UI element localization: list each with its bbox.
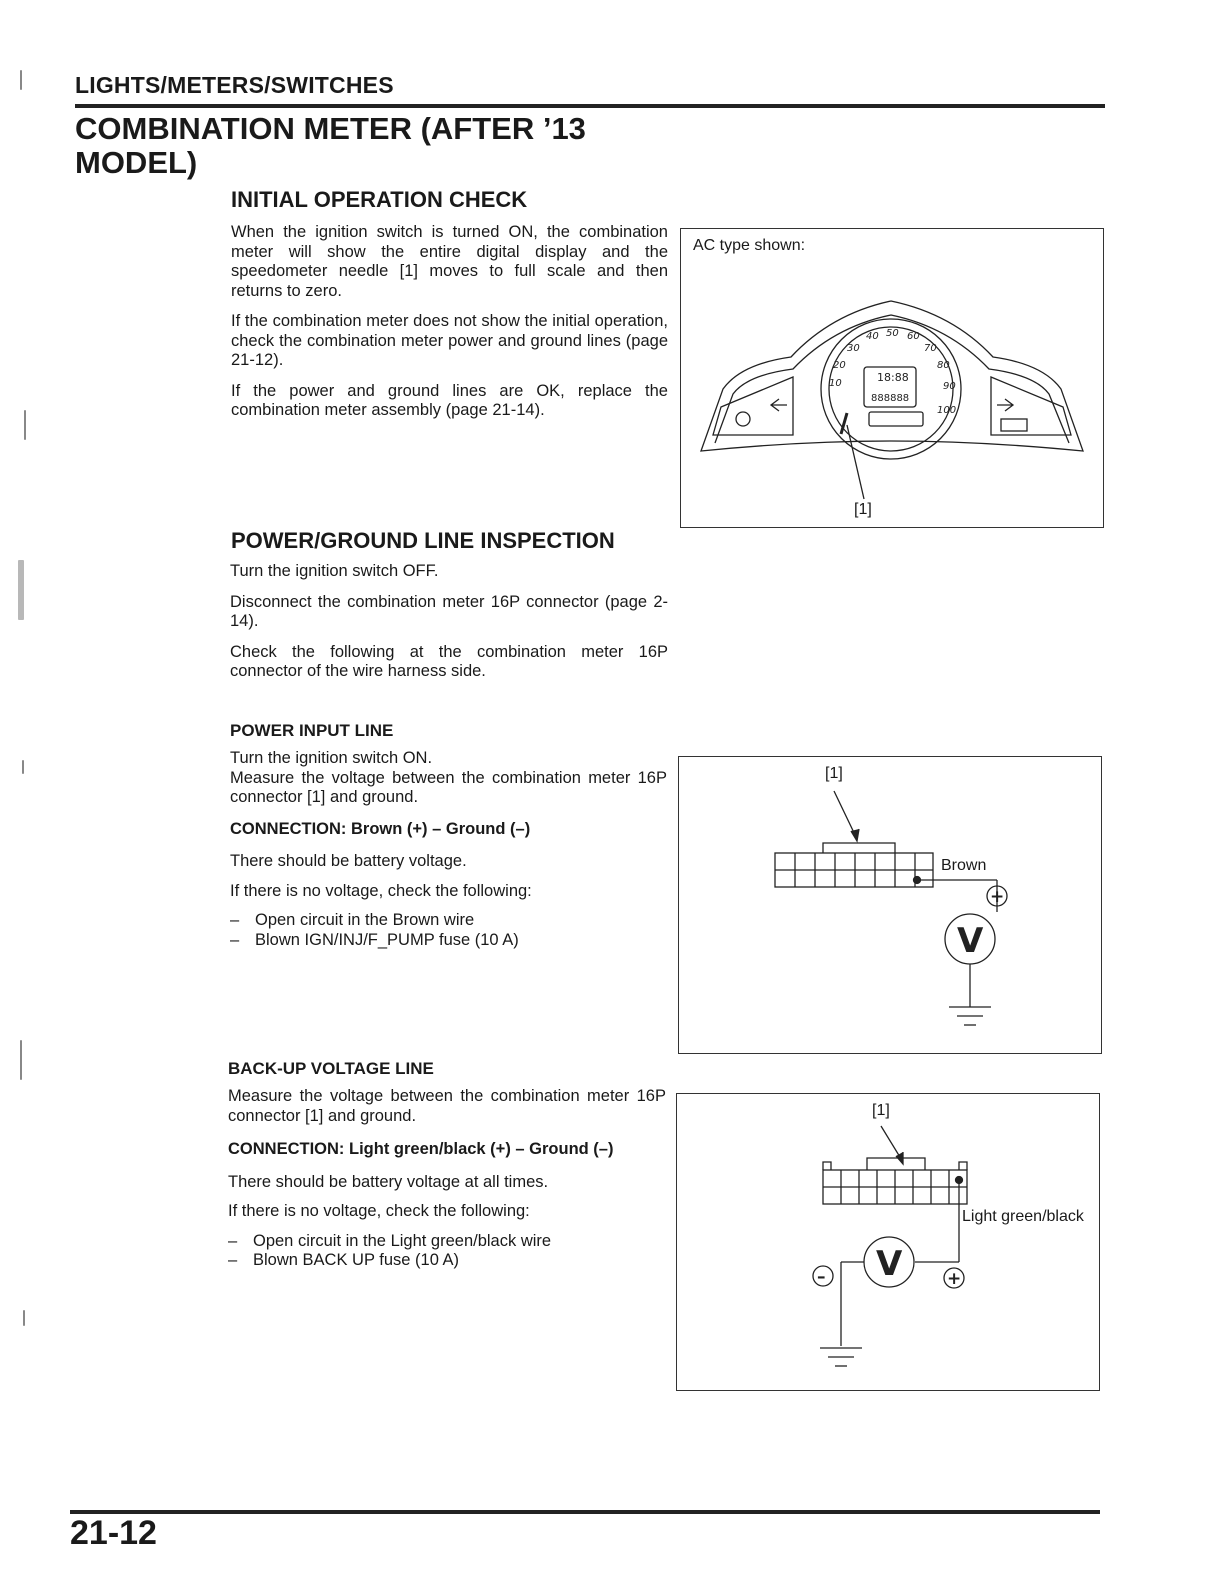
initial-check-text bbox=[231, 223, 668, 421]
power-callout-1: [1] bbox=[825, 765, 843, 782]
speed-tick-label: 10 bbox=[829, 378, 842, 389]
speed-tick-label: 50 bbox=[886, 328, 899, 339]
power-ground-para3: Check the following at the combination meter 16P connector of the wire harness side. bbox=[230, 642, 668, 680]
power-input-text bbox=[230, 749, 667, 950]
connector-latch bbox=[867, 1158, 925, 1170]
power-input-result: There should be battery voltage. bbox=[230, 852, 467, 870]
power-input-para1: Turn the ignition switch ON. bbox=[230, 749, 433, 767]
voltmeter-label: V bbox=[876, 1244, 903, 1284]
initial-check-heading: INITIAL OPERATION CHECK bbox=[231, 187, 528, 212]
section-header: LIGHTS/METERS/SWITCHES bbox=[75, 72, 394, 98]
right-turn-arrow-icon bbox=[997, 399, 1013, 411]
callout-arrowhead bbox=[851, 829, 859, 841]
check-item: – Open circuit in the Light green/black wire bbox=[228, 1232, 666, 1252]
backup-figure bbox=[676, 1093, 1100, 1391]
speed-tick-label: 90 bbox=[943, 381, 956, 392]
backup-diagram bbox=[677, 1094, 1099, 1390]
power-ground-para1: Turn the ignition switch OFF. bbox=[230, 562, 439, 580]
power-input-connection: CONNECTION: Brown (+) – Ground (–) bbox=[230, 819, 531, 838]
power-input-diagram bbox=[679, 757, 1101, 1053]
minus-label: – bbox=[817, 1267, 826, 1287]
power-input-para2: Measure the voltage between the combination meter 16P connector [1] and ground. bbox=[230, 768, 667, 806]
needle-leader-line bbox=[847, 425, 864, 499]
scan-edge-marks bbox=[16, 60, 36, 1460]
footer-rule bbox=[70, 1510, 1100, 1514]
backup-text bbox=[228, 1087, 666, 1271]
combination-meter-illustration bbox=[681, 229, 1103, 527]
speed-tick-label: 30 bbox=[847, 343, 860, 354]
power-input-checklist bbox=[230, 911, 667, 950]
power-input-figure bbox=[678, 756, 1102, 1054]
speed-tick-label: 70 bbox=[924, 343, 937, 354]
backup-connection: CONNECTION: Light green/black (+) – Ground (–) bbox=[228, 1140, 614, 1158]
brown-wire-label: Brown bbox=[941, 857, 987, 874]
backup-checklist bbox=[228, 1232, 666, 1271]
meter-callout-1: [1] bbox=[854, 501, 872, 518]
power-input-if-none: If there is no voltage, check the following: bbox=[230, 881, 532, 900]
initial-check-para3: If the power and ground lines are OK, replace the combination meter assembly (page 21-14). bbox=[231, 381, 668, 419]
speedometer-dial bbox=[821, 319, 961, 459]
backup-result: There should be battery voltage at all times. bbox=[228, 1172, 549, 1191]
left-turn-arrow-icon bbox=[771, 399, 787, 411]
lgb-wire-label: Light green/black bbox=[962, 1208, 1084, 1225]
speed-tick-label: 20 bbox=[833, 360, 846, 371]
lower-lcd bbox=[869, 412, 923, 426]
right-indicator bbox=[1001, 419, 1027, 431]
connector-latch bbox=[823, 843, 895, 853]
backup-callout-1: [1] bbox=[872, 1102, 890, 1119]
power-ground-text bbox=[230, 562, 668, 682]
backup-para1: Measure the voltage between the combination meter 16P connector [1] and ground. bbox=[228, 1087, 666, 1125]
page-title: COMBINATION METER (AFTER ’13 MODEL) bbox=[75, 111, 586, 180]
speed-tick-label: 100 bbox=[937, 405, 957, 416]
check-item: – Blown IGN/INJ/F_PUMP fuse (10 A) bbox=[230, 931, 667, 951]
header-rule bbox=[75, 104, 1105, 108]
power-ground-para2: Disconnect the combination meter 16P connector (page 2-14). bbox=[230, 592, 668, 630]
power-ground-heading: POWER/GROUND LINE INSPECTION bbox=[231, 528, 615, 553]
meter-figure-caption: AC type shown: bbox=[693, 237, 806, 254]
power-input-heading: POWER INPUT LINE bbox=[230, 721, 394, 740]
speed-tick-label: 80 bbox=[937, 360, 950, 371]
plus-label: + bbox=[947, 1269, 962, 1289]
initial-check-para2: If the combination meter does not show the initial operation, check the combination meter power and ground lines (page 21-12). bbox=[231, 312, 668, 369]
speed-tick-label: 60 bbox=[907, 331, 920, 342]
odometer-display: 888888 bbox=[871, 393, 910, 404]
backup-if-none: If there is no voltage, check the following: bbox=[228, 1202, 530, 1220]
backup-heading: BACK-UP VOLTAGE LINE bbox=[228, 1059, 434, 1078]
clock-display: 18:88 bbox=[877, 371, 909, 384]
check-item: – Open circuit in the Brown wire bbox=[230, 911, 667, 931]
check-item: – Blown BACK UP fuse (10 A) bbox=[228, 1251, 666, 1271]
meter-figure bbox=[680, 228, 1104, 528]
left-indicator-ring bbox=[736, 412, 750, 426]
plus-label: + bbox=[990, 887, 1005, 907]
voltmeter-label: V bbox=[957, 921, 984, 961]
page-number: 21-12 bbox=[70, 1514, 157, 1552]
speed-tick-label: 40 bbox=[866, 331, 879, 342]
initial-check-para1: When the ignition switch is turned ON, the combination meter will show the entire digital display and the speedometer needle [1] moves to full scale and then returns to zero. bbox=[231, 223, 668, 300]
